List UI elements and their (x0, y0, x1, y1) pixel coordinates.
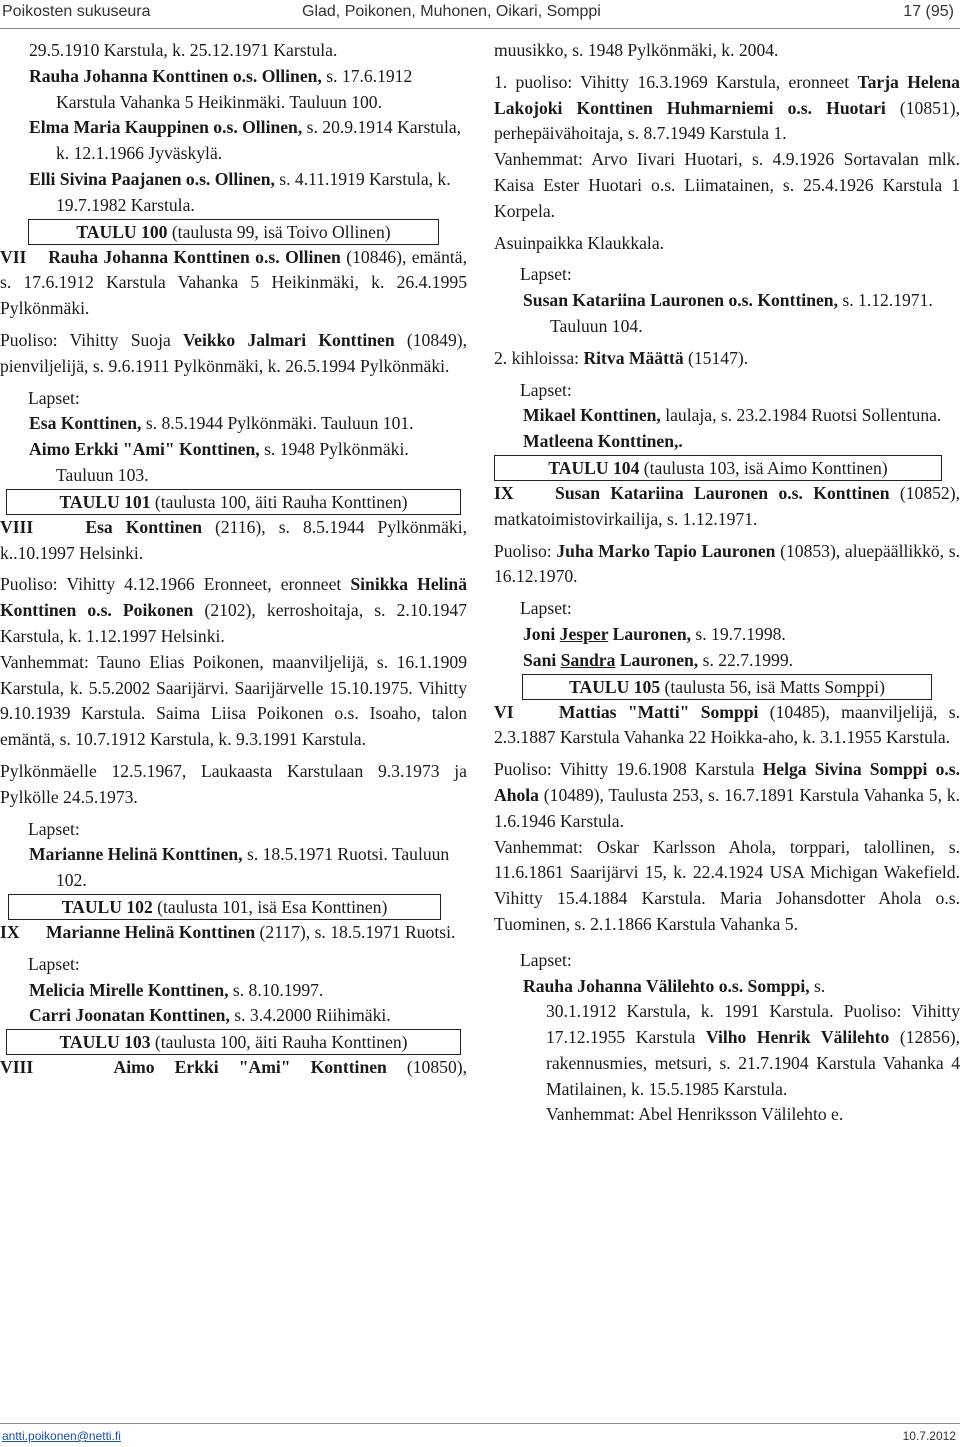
page-header (0, 0, 960, 28)
parents-entry: Vanhemmat: Oskar Karlsson Ahola, torppari, talollinen, s. 11.6.1861 Saarijärvi 15, k. 22.4.1924 USA Michigan Wakefield. Vihitty 15.4.1884 Karstula. Maria Johansdotter Ahola o.s. Tuominen, s. 2.1.1866 Karstula Vahanka 5. (494, 836, 960, 934)
child-entry: Joni Jesper Lauronen, s. 19.7.1998. (523, 623, 786, 644)
engagement-entry: 2. kihloissa: Ritva Määttä (15147). (494, 347, 749, 368)
generation-entry: VIII Aimo Erkki "Ami" Konttinen (10850), (0, 1057, 467, 1078)
generation-entry: VI Mattias "Matti" Somppi (10485), maanviljelijä, s. 2.3.1887 Karstula Vahanka 22 Hoikka-aho, k. 3.1.1955 Karstula. (494, 701, 960, 748)
child-entry: Susan Katariina Lauronen o.s. Konttinen, s. 1.12.1971. Tauluun 104. (523, 290, 933, 336)
spouse-entry: Puoliso: Vihitty 4.12.1966 Eronneet, eronneet Sinikka Helinä Konttinen o.s. Poikonen (2102), kerroshoitaja, s. 2.10.1947 Karstula, k. 1.12.1997 Helsinki. (0, 574, 467, 646)
table-heading-103: TAULU 103 (taulusta 100, äiti Rauha Konttinen) (6, 1029, 461, 1055)
child-entry: Rauha Johanna Välilehto o.s. Somppi, s. (523, 975, 826, 996)
child-entry: Aimo Erkki "Ami" Konttinen, s. 1948 Pylkönmäki. Tauluun 103. (29, 439, 409, 485)
children-label: Lapset: (520, 949, 572, 970)
table-heading-105: TAULU 105 (taulusta 56, isä Matts Somppi) (522, 674, 932, 700)
spouse-entry: 1. puoliso: Vihitty 16.3.1969 Karstula, eronneet Tarja Helena Lakojoki Konttinen Huhmarniemi o.s. Huotari (10851), perhepäivähoitaja, s. 8.7.1949 Karstula 1. (494, 71, 960, 144)
page-footer (0, 1424, 960, 1447)
parents-entry: Vanhemmat: Arvo Iivari Huotari, s. 4.9.1926 Sortavalan mlk. Kaisa Ester Huotari o.s. Liimatainen, s. 25.4.1926 Karstula 1 Korpela. (494, 149, 960, 221)
right-column (494, 38, 960, 1128)
children-label: Lapset: (28, 818, 80, 839)
header-families: Glad, Poikonen, Muhonen, Oikari, Somppi (302, 3, 601, 20)
table-heading-104: TAULU 104 (taulusta 103, isä Aimo Konttinen) (494, 455, 942, 481)
child-details: 30.1.1912 Karstula, k. 1991 Karstula. Puoliso: Vihitty 17.12.1955 Karstula Vilho Henrik Välilehto (12856), rakennusmies, metsuri, s. 21.7.1904 Karstula Vahanka 4 Matilainen, k. 15.5.1985 Karstula. (546, 1001, 960, 1099)
children-label: Lapset: (520, 598, 572, 619)
child-entry: Esa Konttinen, s. 8.5.1944 Pylkönmäki. Tauluun 101. (29, 413, 414, 434)
parents-entry: Vanhemmat: Tauno Elias Poikonen, maanviljelijä, s. 16.1.1909 Karstula, k. 5.5.2002 Saarijärvi. Saarijärvelle 15.10.1975. Vihitty 9.10.1939 Karstula. Saima Liisa Poikonen o.s. Isoaho, talon emäntä, s. 10.7.1912 Karstula, k. 9.3.1991 Karstula. (0, 651, 467, 750)
table-heading-101: TAULU 101 (taulusta 100, äiti Rauha Konttinen) (6, 489, 461, 515)
footer-date: 10.7.2012 (902, 1429, 956, 1443)
header-page-number: 17 (95) (903, 3, 954, 20)
text-line: 29.5.1910 Karstula, k. 25.12.1971 Karstula. (29, 40, 338, 60)
child-entry: Mikael Konttinen, laulaja, s. 23.2.1984 Ruotsi Sollentuna. (523, 405, 942, 426)
spouse-entry: Puoliso: Vihitty 19.6.1908 Karstula Helga Sivina Somppi o.s. Ahola (10489), Taulusta 253, s. 16.7.1891 Karstula Vahanka 5, k. 1.6.1946 Karstula. (494, 759, 960, 831)
generation-entry: IX Marianne Helinä Konttinen (2117), s. 18.5.1971 Ruotsi. (0, 921, 456, 942)
child-entry: Rauha Johanna Konttinen o.s. Ollinen, s. 17.6.1912 Karstula Vahanka 5 Heikinmäki. Tauluun 100. (29, 65, 413, 112)
author-email-link[interactable]: antti.poikonen@netti.fi (2, 1429, 121, 1443)
header-society: Poikosten sukuseura (2, 3, 151, 20)
spouse-entry: Puoliso: Juha Marko Tapio Lauronen (10853), aluepäällikkö, s. 16.12.1970. (494, 540, 960, 587)
generation-entry: VIII Esa Konttinen (2116), s. 8.5.1944 Pylkönmäki, k..10.1997 Helsinki. (0, 516, 467, 563)
table-heading-100: TAULU 100 (taulusta 99, isä Toivo Ollinen) (28, 219, 439, 245)
generation-entry: IX Susan Katariina Lauronen o.s. Konttinen (10852), matkatoimistovirkailija, s. 1.12.1971. (494, 482, 960, 529)
child-entry: Elma Maria Kauppinen o.s. Ollinen, s. 20.9.1914 Karstula, k. 12.1.1966 Jyväskylä. (29, 117, 462, 164)
table-heading-102: TAULU 102 (taulusta 101, isä Esa Konttinen) (8, 894, 441, 920)
left-column (0, 38, 467, 1081)
children-label: Lapset: (520, 264, 572, 285)
child-entry: Marianne Helinä Konttinen, s. 18.5.1971 Ruotsi. Tauluun 102. (29, 844, 450, 891)
children-label: Lapset: (28, 953, 80, 974)
child-entry: Elli Sivina Paajanen o.s. Ollinen, s. 4.11.1919 Karstula, k. 19.7.1982 Karstula. (29, 168, 451, 215)
children-label: Lapset: (28, 387, 80, 408)
child-entry: Matleena Konttinen,. (523, 431, 683, 452)
children-label: Lapset: (520, 379, 572, 400)
child-entry: Sani Sandra Lauronen, s. 22.7.1999. (523, 649, 794, 670)
child-entry: Carri Joonatan Konttinen, s. 3.4.2000 Riihimäki. (29, 1005, 391, 1026)
moves-entry: Pylkönmäelle 12.5.1967, Laukaasta Karstulaan 9.3.1973 ja Pylkölle 24.5.1973. (0, 760, 467, 807)
spouse-entry: Puoliso: Vihitty Suoja Veikko Jalmari Konttinen (10849), pienviljelijä, s. 9.6.1911 Pylkönmäki, k. 26.5.1994 Pylkönmäki. (0, 329, 467, 376)
header-divider (0, 28, 960, 29)
residence-entry: Asuinpaikka Klaukkala. (494, 232, 665, 253)
text-line: muusikko, s. 1948 Pylkönmäki, k. 2004. (494, 40, 779, 60)
child-entry: Melicia Mirelle Konttinen, s. 8.10.1997. (29, 979, 324, 1000)
child-parents: Vanhemmat: Abel Henriksson Välilehto e. (546, 1104, 844, 1125)
generation-entry: VII Rauha Johanna Konttinen o.s. Ollinen (10846), emäntä, s. 17.6.1912 Karstula Vahanka 5 Heikinmäki, k. 26.4.1995 Pylkönmäki. (0, 246, 467, 319)
